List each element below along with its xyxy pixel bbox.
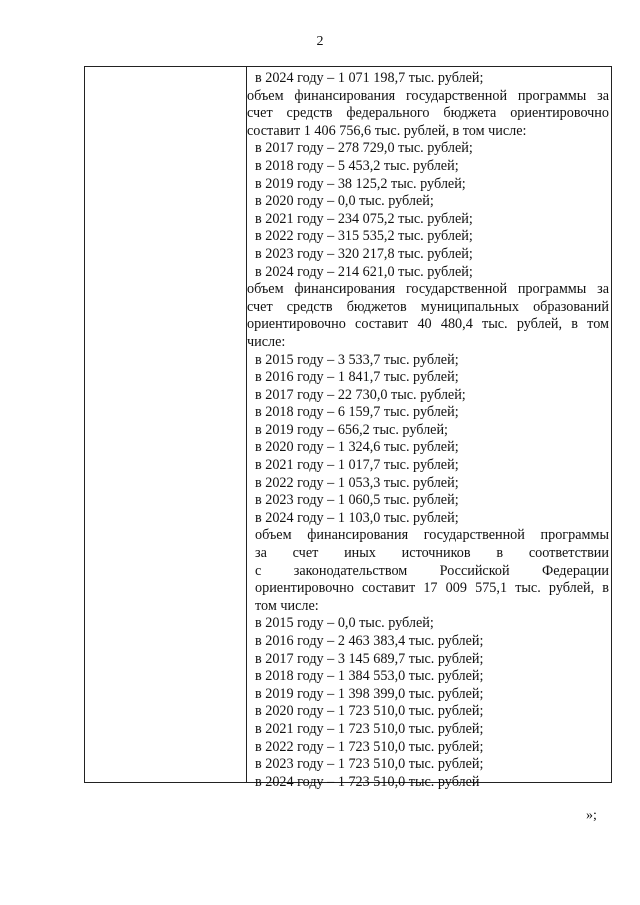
funding-text-line: в 2020 году – 1 324,6 тыс. рублей; <box>255 439 459 456</box>
funding-text-line: в 2019 году – 656,2 тыс. рублей; <box>255 421 448 438</box>
funding-text-line: в 2020 году – 1 723 510,0 тыс. рублей; <box>255 703 484 720</box>
funding-text-line: в 2021 году – 1 017,7 тыс. рублей; <box>255 457 459 474</box>
funding-text-line: том числе: <box>255 597 319 614</box>
funding-text-line: составит 1 406 756,6 тыс. рублей, в том числе: <box>247 122 527 139</box>
funding-text-line: с законодательством Российской Федерации <box>255 562 609 579</box>
funding-text-line: в 2023 году – 320 217,8 тыс. рублей; <box>255 245 473 262</box>
funding-text-line: в 2015 году – 0,0 тыс. рублей; <box>255 615 434 632</box>
funding-text-line: в 2019 году – 1 398 399,0 тыс. рублей; <box>255 685 484 702</box>
funding-text-line: в 2023 году – 1 723 510,0 тыс. рублей; <box>255 756 484 773</box>
funding-text-line: в 2024 году – 1 103,0 тыс. рублей; <box>255 509 459 526</box>
funding-text-line: в 2018 году – 5 453,2 тыс. рублей; <box>255 157 459 174</box>
funding-text-line: в 2022 году – 1 723 510,0 тыс. рублей; <box>255 738 484 755</box>
funding-text-line: в 2015 году – 3 533,7 тыс. рублей; <box>255 351 459 368</box>
funding-text-line: в 2024 году – 1 071 198,7 тыс. рублей; <box>255 70 484 86</box>
funding-text-line: в 2018 году – 6 159,7 тыс. рублей; <box>255 404 459 421</box>
funding-text-line: в 2022 году – 1 053,3 тыс. рублей; <box>255 474 459 491</box>
closing-quote-mark: »; <box>586 808 597 823</box>
funding-text-line: в 2021 году – 234 075,2 тыс. рублей; <box>255 210 473 227</box>
funding-text-line: в 2016 году – 2 463 383,4 тыс. рублей; <box>255 633 484 649</box>
funding-text-line: числе: <box>247 333 286 350</box>
funding-text-line: объем финансирования государственной программы за <box>247 281 609 298</box>
program-funding-table <box>84 66 612 790</box>
table-right-cell <box>247 70 609 791</box>
funding-text-line: счет средств федерального бюджета ориентировочно <box>247 105 609 122</box>
funding-text-line: в 2024 году – 214 621,0 тыс. рублей; <box>255 263 473 280</box>
funding-text-line: в 2017 году – 278 729,0 тыс. рублей; <box>255 140 473 157</box>
funding-text-line: объем финансирования государственной программы <box>255 527 609 544</box>
funding-text-line: ориентировочно составит 40 480,4 тыс. рублей, в том <box>247 316 609 333</box>
funding-text-line: в 2022 году – 315 535,2 тыс. рублей; <box>255 228 473 245</box>
funding-text-line: в 2017 году – 3 145 689,7 тыс. рублей; <box>255 650 484 667</box>
funding-text-line: объем финансирования государственной программы за <box>247 87 609 104</box>
funding-text-line: ориентировочно составит 17 009 575,1 тыс. рублей, в <box>255 580 609 597</box>
table-left-cell <box>85 67 247 782</box>
funding-text-line: в 2016 году – 1 841,7 тыс. рублей; <box>255 369 459 386</box>
funding-text-line: в 2023 году – 1 060,5 тыс. рублей; <box>255 492 459 509</box>
funding-text-line: в 2018 году – 1 384 553,0 тыс. рублей; <box>255 668 484 685</box>
funding-text-line: счет средств бюджетов муниципальных образований <box>247 298 609 315</box>
funding-text-line: в 2020 году – 0,0 тыс. рублей; <box>255 193 434 210</box>
funding-text-line: в 2017 году – 22 730,0 тыс. рублей; <box>255 386 466 403</box>
funding-text-line: в 2019 году – 38 125,2 тыс. рублей; <box>255 175 466 192</box>
funding-text-line: в 2024 году – 1 723 510,0 тыс. рублей <box>255 773 480 790</box>
funding-text-line: в 2021 году – 1 723 510,0 тыс. рублей; <box>255 720 484 737</box>
funding-text-line: за счет иных источников в соответствии <box>255 545 609 562</box>
page-number: 2 <box>316 34 324 49</box>
